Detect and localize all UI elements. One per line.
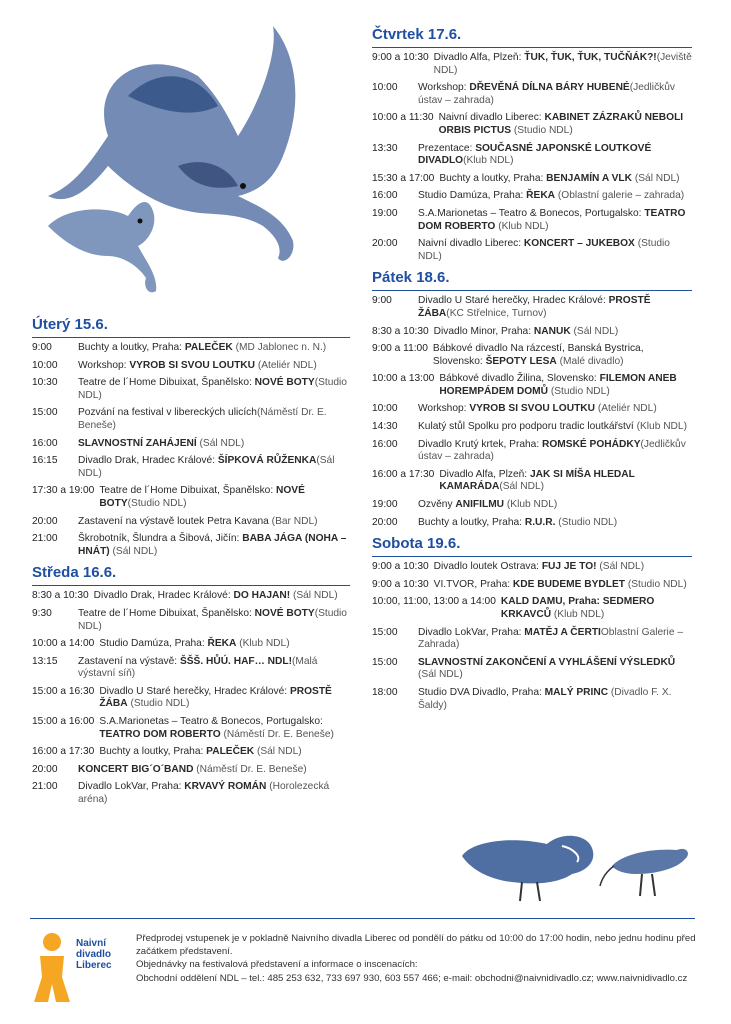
event-row bbox=[372, 208, 692, 233]
event-title: SLAVNOSTNÍ ZAKONČENÍ A VYHLÁŠENÍ VÝSLEDKŮ bbox=[418, 656, 676, 668]
event-description bbox=[418, 499, 692, 512]
event-title: R.U.R. bbox=[524, 516, 556, 528]
day-heading-sobota: Sobota 19.6. bbox=[372, 535, 692, 557]
day-utery-events bbox=[32, 342, 350, 558]
event-time: 20:00 bbox=[32, 515, 58, 527]
event-time: 9:00 a 10:30 bbox=[372, 52, 429, 63]
event-time: 15:00 bbox=[32, 407, 58, 419]
event-venue: (Sál NDL) bbox=[254, 746, 302, 758]
event-description bbox=[418, 208, 692, 233]
event-time: 15:00 bbox=[372, 626, 398, 638]
event-row bbox=[32, 377, 350, 402]
event-row bbox=[372, 112, 692, 137]
event-row bbox=[372, 143, 692, 168]
event-row bbox=[372, 403, 692, 416]
event-description bbox=[501, 596, 692, 621]
footer-contact: Obchodní oddělení NDL – tel.: 485 253 632, 733 697 930, 603 557 466; e-mail: obchodni@naivnidivadlo.cz; www.naivnidivadlo.cz bbox=[136, 972, 688, 984]
event-description bbox=[418, 190, 692, 203]
event-time: 21:00 bbox=[32, 781, 58, 793]
footer-divider bbox=[30, 918, 695, 919]
event-title: NOVÉ BOTY bbox=[254, 607, 315, 619]
event-organizer: Divadlo loutek Ostrava: bbox=[433, 561, 542, 573]
event-time: 9:00 a 11:00 bbox=[372, 343, 428, 355]
event-organizer: Divadlo LokVar, Praha: bbox=[78, 781, 185, 793]
event-venue: (Studio NDL) bbox=[511, 124, 573, 136]
event-description bbox=[418, 687, 692, 712]
footer-orders: Objednávky na festivalová představení a informace o inscenacích: bbox=[136, 959, 418, 971]
event-organizer: Bábkové divadlo Žilina, Slovensko: bbox=[439, 373, 600, 385]
event-organizer: Buchty a loutky, Praha: bbox=[78, 342, 185, 353]
event-description bbox=[418, 143, 692, 168]
event-row bbox=[372, 343, 692, 368]
event-venue: (Sál NDL) bbox=[570, 325, 619, 337]
event-organizer: Teatre de l´Home Dibuixat, Španělsko: bbox=[99, 485, 276, 497]
event-time: 16:15 bbox=[32, 455, 58, 467]
event-venue: (Klub NDL) bbox=[504, 499, 558, 511]
event-venue: (Náměstí Dr. E. Beneše) bbox=[193, 763, 307, 775]
event-row bbox=[32, 533, 350, 558]
event-organizer: Divadlo U Staré herečky, Hradec Králové: bbox=[99, 685, 290, 697]
event-description bbox=[78, 764, 350, 777]
event-row bbox=[372, 52, 692, 77]
event-venue: (Ateliér NDL) bbox=[595, 403, 657, 415]
event-time: 9:00 a 10:30 bbox=[372, 561, 429, 573]
footer-presale: Předprodej vstupenek je v pokladně Naivního divadla Liberec od pondělí do pátku od 10:00 do 17:00 hodin, nebo jednu hodinu před začátkem představení. bbox=[136, 933, 696, 958]
event-row bbox=[372, 82, 692, 107]
event-time: 13:15 bbox=[32, 655, 58, 667]
event-title: ROMSKÉ POHÁDKY bbox=[542, 438, 641, 450]
event-title: BENJAMÍN A VLK bbox=[546, 172, 633, 184]
event-row bbox=[32, 455, 350, 480]
event-description bbox=[418, 657, 692, 682]
event-venue: (Sál NDL) bbox=[596, 561, 645, 573]
event-venue: (Jedličkův ústav – zahrada) bbox=[418, 438, 686, 463]
event-organizer: Divadlo Krutý krtek, Praha: bbox=[418, 438, 542, 450]
event-row bbox=[372, 173, 692, 186]
event-row bbox=[372, 295, 692, 320]
event-organizer: Divadlo Minor, Praha: bbox=[433, 325, 534, 337]
event-title: KRVAVÝ ROMÁN bbox=[184, 781, 267, 793]
event-title: KALD DAMU, Praha: SEDMERO KRKAVCŮ bbox=[500, 596, 655, 620]
event-time: 15:00 a 16:30 bbox=[32, 685, 95, 697]
event-row bbox=[32, 516, 350, 529]
event-venue: (Náměstí Dr. E. Beneše) bbox=[220, 728, 334, 740]
event-row bbox=[32, 608, 350, 633]
event-venue: (MD Jablonec n. N.) bbox=[232, 342, 327, 353]
event-row bbox=[372, 657, 692, 682]
event-description bbox=[418, 238, 692, 263]
event-row bbox=[32, 686, 350, 711]
event-organizer: Divadlo U Staré herečky, Hradec Králové: bbox=[418, 295, 609, 307]
event-title: NANUK bbox=[533, 325, 571, 337]
event-venue: (Klub NDL) bbox=[463, 155, 514, 167]
event-title: NOVÉ BOTY bbox=[99, 485, 305, 509]
event-row bbox=[372, 190, 692, 203]
right-column bbox=[372, 26, 692, 717]
event-title: FILEMON ANEB HOREMPÁDEM DOMŮ bbox=[439, 373, 677, 397]
event-title: TEATRO DOM ROBERTO bbox=[418, 207, 686, 232]
event-venue: (Studio NDL) bbox=[548, 385, 610, 397]
event-row bbox=[32, 638, 350, 651]
event-time: 15:30 a 17:00 bbox=[372, 172, 435, 184]
event-title: MALÝ PRINC bbox=[544, 686, 609, 698]
event-title: ŠEPOTY LESA bbox=[485, 355, 557, 367]
event-organizer: Workshop: bbox=[418, 403, 470, 415]
event-title: SLAVNOSTNÍ ZAHÁJENÍ bbox=[78, 437, 197, 449]
event-time: 15:00 bbox=[372, 656, 398, 668]
event-description bbox=[434, 579, 692, 592]
event-description bbox=[434, 561, 692, 574]
day-ctvrtek-events bbox=[372, 52, 692, 263]
event-organizer: Prezentace: bbox=[418, 142, 476, 154]
event-description bbox=[78, 455, 350, 480]
event-row bbox=[32, 590, 350, 603]
event-time: 16:00 a 17:30 bbox=[372, 468, 435, 480]
event-venue: (Sál NDL) bbox=[499, 481, 545, 493]
event-venue: (Sál NDL) bbox=[418, 669, 463, 681]
event-row bbox=[32, 656, 350, 681]
event-row bbox=[372, 517, 692, 530]
footer-text bbox=[136, 932, 696, 985]
event-organizer: Teatre de l´Home Dibuixat, Španělsko: bbox=[78, 377, 255, 389]
logo-line2: divadlo bbox=[76, 949, 112, 960]
event-venue: (Studio NDL) bbox=[127, 698, 190, 710]
event-venue: (Studio NDL) bbox=[555, 516, 618, 528]
event-description bbox=[439, 112, 692, 137]
event-organizer: Kulatý stůl Spolku pro podporu tradic loutkářství bbox=[418, 421, 634, 433]
event-title: JAK SI MÍŠA HLEDAL KAMARÁDA bbox=[439, 468, 635, 493]
event-description bbox=[434, 52, 692, 77]
logo-line3: Liberec bbox=[76, 960, 112, 971]
event-description bbox=[434, 326, 692, 339]
event-description bbox=[99, 638, 350, 651]
event-title: TEATRO DOM ROBERTO bbox=[99, 728, 221, 740]
event-organizer: S.A.Marionetas – Teatro & Bonecos, Portugalsko: bbox=[418, 207, 645, 219]
event-row bbox=[372, 469, 692, 494]
event-time: 20:00 bbox=[32, 763, 58, 775]
event-organizer: Bábkové divadlo Na rázcestí, Banská Bystrica, Slovensko: bbox=[432, 343, 644, 367]
event-description bbox=[99, 686, 350, 711]
event-description bbox=[418, 295, 692, 320]
event-venue: (Horolezecká aréna) bbox=[78, 781, 330, 806]
event-title: KONCERT BIG´O´BAND bbox=[78, 763, 194, 775]
event-time: 20:00 bbox=[372, 516, 398, 528]
event-organizer: Divadlo Drak, Hradec Králové: bbox=[93, 590, 234, 602]
event-venue: (Ateliér NDL) bbox=[255, 359, 317, 371]
event-row bbox=[32, 485, 350, 510]
event-organizer: Škrobotník, Šlundra a Šibová, Jičín: bbox=[78, 533, 243, 545]
event-description bbox=[78, 781, 350, 806]
event-venue: (Sál NDL) bbox=[78, 455, 335, 479]
event-time: 21:00 bbox=[32, 533, 58, 545]
event-time: 9:00 a 10:30 bbox=[372, 578, 429, 590]
event-title: DŘEVĚNÁ DÍLNA BÁRY HUBENÉ bbox=[469, 82, 630, 94]
event-venue: (Sál NDL) bbox=[632, 172, 680, 184]
event-venue: (Jeviště NDL) bbox=[433, 52, 692, 76]
event-row bbox=[372, 439, 692, 464]
event-description bbox=[99, 716, 350, 741]
event-title: FUJ JE TO! bbox=[541, 561, 597, 573]
event-organizer: Divadlo Alfa, Plzeň: bbox=[439, 468, 530, 480]
event-organizer: Workshop: bbox=[418, 82, 470, 94]
event-time: 18:00 bbox=[372, 686, 398, 698]
event-time: 10:00 a 13:00 bbox=[372, 373, 435, 385]
ndl-logo bbox=[32, 932, 132, 1004]
event-venue: (Sál NDL) bbox=[109, 545, 158, 557]
event-description bbox=[78, 377, 350, 402]
event-organizer: Zastavení na výstavě: bbox=[78, 655, 180, 667]
event-row bbox=[32, 438, 350, 451]
logo-text bbox=[76, 938, 112, 971]
event-title: NOVÉ BOTY bbox=[254, 377, 315, 389]
event-venue: (KC Střelnice, Turnov) bbox=[446, 307, 547, 319]
event-organizer: Naivní divadlo Liberec: bbox=[418, 238, 524, 250]
event-title: MATĚJ A ČERTI bbox=[524, 626, 601, 638]
event-title: BABA JÁGA (NOHA – HNÁT) bbox=[78, 533, 347, 557]
event-row bbox=[32, 342, 350, 355]
event-title: KABINET ZÁZRAKŮ NEBOLI ORBIS PICTUS bbox=[438, 112, 684, 136]
event-description bbox=[78, 360, 350, 373]
event-description bbox=[78, 656, 350, 681]
event-time: 8:30 a 10:30 bbox=[372, 325, 429, 337]
event-description bbox=[439, 469, 692, 494]
event-venue: (Sál NDL) bbox=[196, 437, 245, 449]
event-title: ŠŠŠ. HŮÚ. HAF… NDL! bbox=[179, 655, 292, 667]
event-time: 10:00, 11:00, 13:00 a 14:00 bbox=[372, 596, 496, 608]
event-description bbox=[418, 421, 692, 434]
event-organizer: Teatre de l´Home Dibuixat, Španělsko: bbox=[78, 607, 255, 619]
event-description bbox=[418, 82, 692, 107]
event-row bbox=[372, 499, 692, 512]
event-title: KDE BUDEME BYDLET bbox=[512, 578, 625, 590]
event-time: 16:00 bbox=[372, 438, 398, 450]
event-title: PROSTĚ ŽÁBA bbox=[418, 295, 651, 319]
event-time: 17:30 a 19:00 bbox=[32, 485, 95, 497]
event-time: 19:00 bbox=[372, 207, 398, 219]
event-description bbox=[78, 608, 350, 633]
day-patek-events bbox=[372, 295, 692, 529]
event-venue: (Klub NDL) bbox=[633, 421, 687, 433]
event-title: PALEČEK bbox=[184, 342, 233, 353]
event-description bbox=[94, 590, 350, 603]
event-venue: (Studio NDL) bbox=[78, 607, 347, 632]
event-time: 16:00 bbox=[372, 190, 398, 202]
event-time: 9:30 bbox=[32, 607, 52, 619]
event-venue: (Sál NDL) bbox=[290, 590, 338, 602]
event-time: 19:00 bbox=[372, 499, 398, 511]
event-row bbox=[372, 579, 692, 592]
event-organizer: Divadlo LokVar, Praha: bbox=[418, 626, 525, 638]
event-venue: (Klub NDL) bbox=[495, 220, 549, 232]
event-row bbox=[372, 373, 692, 398]
event-title: VYROB SI SVOU LOUTKU bbox=[129, 359, 256, 371]
event-venue: (Malá výstavní síň) bbox=[78, 655, 318, 680]
event-organizer: Divadlo Alfa, Plzeň: bbox=[433, 52, 525, 63]
event-row bbox=[372, 627, 692, 652]
event-venue: (Klub NDL) bbox=[236, 638, 290, 650]
event-organizer: Pozvání na festival v libereckých ulicích bbox=[78, 407, 257, 419]
event-description bbox=[433, 343, 692, 368]
event-title: PALEČEK bbox=[206, 746, 255, 758]
event-organizer: Zastavení na výstavě loutek Petra Kavana bbox=[78, 515, 269, 527]
event-venue: (Bar NDL) bbox=[268, 515, 318, 527]
event-title: PROSTĚ ŽÁBA bbox=[99, 685, 332, 710]
event-time: 13:30 bbox=[372, 142, 398, 154]
event-organizer: S.A.Marionetas – Teatro & Bonecos, Portugalsko: bbox=[99, 716, 323, 728]
event-description bbox=[99, 746, 350, 759]
bird-illustration-bottom bbox=[452, 826, 702, 906]
logo-line1: Naivní bbox=[76, 938, 107, 949]
event-row bbox=[372, 561, 692, 574]
event-organizer: Ozvěny bbox=[418, 499, 456, 511]
event-time: 15:00 a 16:00 bbox=[32, 716, 95, 728]
event-row bbox=[372, 326, 692, 339]
left-column bbox=[32, 316, 350, 812]
event-venue: (Jedličkův ústav – zahrada) bbox=[418, 82, 676, 106]
event-time: 10:00 a 11:30 bbox=[372, 112, 434, 124]
event-description bbox=[439, 373, 692, 398]
event-description bbox=[439, 173, 692, 186]
event-organizer: Divadlo Drak, Hradec Králové: bbox=[78, 455, 218, 467]
event-title: ŘEKA bbox=[207, 638, 237, 650]
event-description bbox=[418, 439, 692, 464]
event-time: 10:00 bbox=[32, 359, 58, 371]
event-venue: (Náměstí Dr. E. Beneše) bbox=[78, 407, 327, 431]
event-organizer: Naivní divadlo Liberec: bbox=[438, 112, 545, 124]
event-title: VYROB SI SVOU LOUTKU bbox=[469, 403, 596, 415]
event-organizer: Buchty a loutky, Praha: bbox=[439, 172, 547, 184]
event-venue: (Studio NDL) bbox=[127, 497, 187, 509]
event-title: DO HAJAN! bbox=[233, 590, 291, 602]
day-sobota-events bbox=[372, 561, 692, 712]
event-description bbox=[418, 627, 692, 652]
event-venue: (Studio NDL) bbox=[418, 238, 670, 262]
event-time: 8:30 a 10:30 bbox=[32, 590, 89, 602]
event-title: KONCERT – JUKEBOX bbox=[523, 238, 635, 250]
event-description bbox=[78, 407, 350, 432]
event-time: 10:30 bbox=[32, 377, 58, 389]
event-row bbox=[32, 764, 350, 777]
event-row bbox=[32, 781, 350, 806]
event-organizer: Buchty a loutky, Praha: bbox=[418, 516, 525, 528]
event-row bbox=[372, 421, 692, 434]
event-organizer: Workshop: bbox=[78, 359, 130, 371]
event-time: 10:00 a 14:00 bbox=[32, 638, 95, 650]
event-time: 9:00 bbox=[372, 295, 392, 307]
event-organizer: VI.TVOR, Praha: bbox=[433, 578, 513, 590]
event-title: ŘEKA bbox=[526, 190, 556, 202]
event-time: 16:00 a 17:30 bbox=[32, 746, 95, 758]
event-time: 20:00 bbox=[372, 238, 398, 250]
day-heading-patek: Pátek 18.6. bbox=[372, 269, 692, 291]
event-organizer: Studio DVA Divadlo, Praha: bbox=[418, 686, 545, 698]
logo-figure-icon bbox=[32, 932, 72, 1004]
event-title: SOUČASNÉ JAPONSKÉ LOUTKOVÉ DIVADLO bbox=[418, 142, 652, 167]
event-time: 14:30 bbox=[372, 421, 398, 433]
event-title: ŠÍPKOVÁ RŮŽENKA bbox=[217, 455, 317, 467]
event-row bbox=[32, 360, 350, 373]
event-venue: (Klub NDL) bbox=[551, 609, 605, 620]
day-heading-streda: Středa 16.6. bbox=[32, 564, 350, 586]
event-time: 10:00 bbox=[372, 403, 398, 415]
event-venue: Oblastní Galerie – Zahrada) bbox=[418, 626, 683, 651]
event-description bbox=[78, 533, 350, 558]
event-organizer: Studio Damúza, Praha: bbox=[418, 190, 527, 202]
day-heading-utery: Úterý 15.6. bbox=[32, 316, 350, 338]
event-venue: (Divadlo F. X. Šaldy) bbox=[418, 686, 672, 711]
event-title: ŤUK, ŤUK, ŤUK, TUČŇÁK?! bbox=[524, 52, 657, 63]
event-row bbox=[32, 407, 350, 432]
event-venue: (Studio NDL) bbox=[78, 377, 347, 401]
event-description bbox=[78, 342, 350, 355]
event-venue: (Malé divadlo) bbox=[556, 355, 624, 367]
event-description bbox=[78, 438, 350, 451]
event-row bbox=[372, 687, 692, 712]
event-row bbox=[32, 746, 350, 759]
bird-illustration-top bbox=[28, 16, 318, 306]
event-time: 9:00 bbox=[32, 342, 52, 353]
day-streda-events bbox=[32, 590, 350, 806]
event-description bbox=[418, 403, 692, 416]
event-time: 10:00 bbox=[372, 82, 398, 94]
event-organizer: Buchty a loutky, Praha: bbox=[99, 746, 207, 758]
event-title: ANIFILMU bbox=[455, 499, 505, 511]
day-heading-ctvrtek: Čtvrtek 17.6. bbox=[372, 26, 692, 48]
event-venue: (Studio NDL) bbox=[625, 578, 687, 590]
event-row bbox=[372, 596, 692, 621]
event-description bbox=[78, 516, 350, 529]
event-time: 16:00 bbox=[32, 437, 58, 449]
event-organizer: Studio Damúza, Praha: bbox=[99, 638, 208, 650]
event-description bbox=[418, 517, 692, 530]
event-venue: (Oblastní galerie – zahrada) bbox=[555, 190, 685, 202]
event-row bbox=[372, 238, 692, 263]
event-description bbox=[99, 485, 350, 510]
event-row bbox=[32, 716, 350, 741]
